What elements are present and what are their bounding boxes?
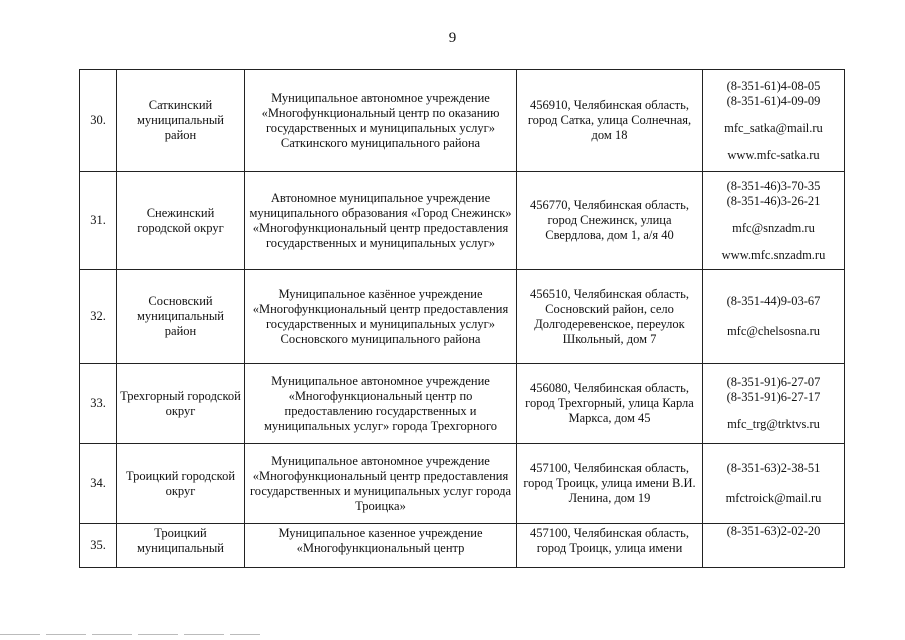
address-cell: 456910, Челябинская область, город Сатка, улица Солнечная, дом 18 [517, 70, 703, 172]
row-number: 35. [80, 524, 117, 568]
email-link[interactable]: mfctroick@mail.ru [725, 491, 822, 505]
row-number: 34. [80, 444, 117, 524]
email-link[interactable]: mfc_satka@mail.ru [724, 120, 823, 135]
row-number: 31. [80, 172, 117, 270]
organization-cell: Муниципальное автономное учреждение «Многофункциональный центр по предоставлению государственных и муниципальных услуг» города Трехгорного [245, 364, 517, 444]
row-number: 33. [80, 364, 117, 444]
website-link[interactable]: www.mfc-satka.ru [727, 147, 820, 162]
contacts-cell [703, 444, 845, 524]
organization-cell: Автономное муниципальное учреждение муниципального образования «Город Снежинск» «Многофункциональный центр предоставления государственных и муниципальных услуг» [245, 172, 517, 270]
table-row [80, 524, 845, 568]
contacts-cell [703, 364, 845, 444]
municipality-cell: Троицкий муниципальный [117, 524, 245, 568]
page-number: 9 [448, 30, 457, 46]
phone-text: (8-351-63)2-02-20 [726, 524, 821, 538]
row-number: 30. [80, 70, 117, 172]
organization-cell: Муниципальное автономное учреждение «Многофункциональный центр предоставления государственных и муниципальных услуг города Троицка» [245, 444, 517, 524]
phone-text: (8-351-46)3-26-21 [726, 193, 821, 208]
organization-cell: Муниципальное казённое учреждение «Многофункциональный центр предоставления государственных и муниципальных услуг» Сосновского муниципального района [245, 270, 517, 364]
phone-text: (8-351-46)3-70-35 [726, 178, 821, 193]
email-link[interactable]: mfc@chelsosna.ru [726, 324, 821, 338]
table-row [80, 270, 845, 364]
organization-cell: Муниципальное казенное учреждение «Многофункциональный центр [245, 524, 517, 568]
phone-text: (8-351-61)4-08-05 [726, 78, 821, 93]
phone-text: (8-351-91)6-27-07 [726, 375, 821, 389]
address-cell: 456080, Челябинская область, город Трехгорный, улица Карла Маркса, дом 45 [517, 364, 703, 444]
footer-divider [0, 634, 260, 635]
municipality-cell: Снежинский городской округ [117, 172, 245, 270]
email-link[interactable]: mfc@snzadm.ru [732, 220, 815, 235]
address-cell: 456770, Челябинская область, город Снежинск, улица Свердлова, дом 1, а/я 40 [517, 172, 703, 270]
address-cell: 457100, Челябинская область, город Троицк, улица имени [517, 524, 703, 568]
email-link[interactable]: mfc_trg@trktvs.ru [727, 417, 820, 431]
organization-cell: Муниципальное автономное учреждение «Многофункциональный центр по оказанию государственных и муниципальных услуг» Саткинского муниципального района [245, 70, 517, 172]
address-cell: 456510, Челябинская область, Сосновский район, село Долгодеревенское, переулок Школьный, дом 7 [517, 270, 703, 364]
table-row [80, 70, 845, 172]
mfc-table [79, 69, 845, 568]
municipality-cell: Сосновский муниципальный район [117, 270, 245, 364]
phone-text: (8-351-91)6-27-17 [726, 390, 821, 404]
municipality-cell: Саткинский муниципальный район [117, 70, 245, 172]
contacts-cell [703, 172, 845, 270]
contacts-cell [703, 524, 845, 568]
municipality-cell: Троицкий городской округ [117, 444, 245, 524]
contacts-cell [703, 70, 845, 172]
row-number: 32. [80, 270, 117, 364]
phone-text: (8-351-61)4-09-09 [726, 93, 821, 108]
table-row [80, 364, 845, 444]
contacts-cell [703, 270, 845, 364]
table-row [80, 172, 845, 270]
phone-text: (8-351-63)2-38-51 [726, 461, 821, 475]
table-row [80, 444, 845, 524]
phone-text: (8-351-44)9-03-67 [726, 294, 821, 308]
website-link[interactable]: www.mfc.snzadm.ru [721, 247, 826, 262]
municipality-cell: Трехгорный городской округ [117, 364, 245, 444]
address-cell: 457100, Челябинская область, город Троицк, улица имени В.И. Ленина, дом 19 [517, 444, 703, 524]
